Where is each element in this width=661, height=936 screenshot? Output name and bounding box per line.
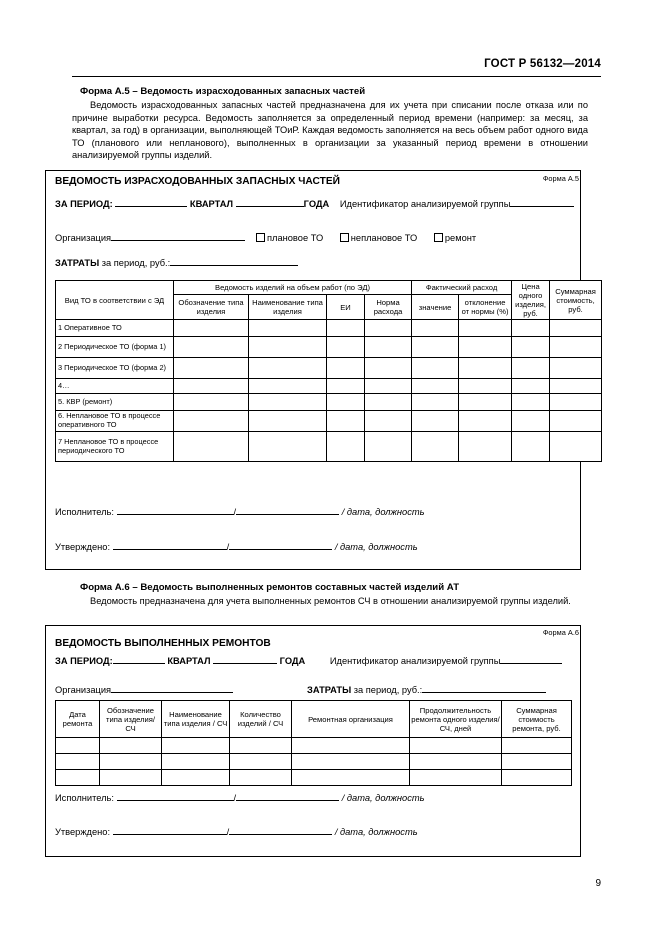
cell[interactable] (459, 379, 512, 394)
cell[interactable] (365, 320, 412, 337)
executor-signature-input[interactable] (236, 800, 339, 801)
cell[interactable] (174, 411, 249, 432)
table-row (56, 358, 602, 379)
cell[interactable] (412, 379, 459, 394)
section-a6-heading: Форма А.6 – Ведомость выполненных ремонтов составных частей изделий АТ (80, 582, 460, 593)
th-oboznachenie-tipa: Обозначение типа изделия/ СЧ (100, 701, 162, 738)
table-header-row (56, 701, 572, 738)
row-label: 6. Неплановое ТО в процессе оперативного ТО (56, 411, 174, 432)
cell[interactable] (512, 432, 550, 462)
row-label: 4… (56, 379, 174, 394)
row-label: 3 Периодическое ТО (форма 2) (56, 358, 174, 379)
cell[interactable] (412, 411, 459, 432)
cell[interactable] (412, 358, 459, 379)
cell[interactable] (512, 320, 550, 337)
form-a6-code: Форма А.6 (542, 628, 579, 637)
cell[interactable] (174, 337, 249, 358)
form-a6-approved-line (55, 827, 418, 837)
table-header-row-1 (56, 281, 602, 295)
costs-input[interactable] (170, 265, 298, 266)
cell[interactable] (410, 738, 502, 754)
form-a5-checkbox-group (256, 233, 490, 243)
separator: / (226, 542, 230, 552)
executor-suffix: / дата, должность (341, 793, 425, 803)
year-label: ГОДА (279, 656, 306, 666)
cell[interactable] (550, 379, 602, 394)
form-a5-costs-line (55, 258, 298, 268)
cell[interactable] (550, 394, 602, 411)
cell[interactable] (327, 337, 365, 358)
cell[interactable] (550, 358, 602, 379)
cell[interactable] (365, 394, 412, 411)
page-number: 9 (595, 878, 601, 889)
cell[interactable] (292, 738, 410, 754)
cell[interactable] (292, 770, 410, 786)
quarter-label: КВАРТАЛ (167, 656, 211, 666)
cell[interactable] (56, 770, 100, 786)
separator: / (233, 793, 237, 803)
th-naimenovanie-tipa: Наименование типа изделия / СЧ (162, 701, 230, 738)
th-znachenie: значение (412, 295, 459, 320)
approved-label: Утверждено: (55, 827, 111, 837)
cell[interactable] (512, 394, 550, 411)
section-a6-paragraph: Ведомость предназначена для учета выполненных ремонтов СЧ в отношении анализируемой группы изделий. (90, 596, 571, 606)
identifier-input[interactable] (510, 206, 574, 207)
cell[interactable] (174, 432, 249, 462)
cell[interactable] (550, 337, 602, 358)
cell[interactable] (502, 754, 572, 770)
approved-name-input[interactable] (113, 834, 227, 835)
form-a5-table-body (56, 320, 602, 462)
th-cena: Цена одного изделия, руб. (512, 281, 550, 320)
th-group-fakt: Фактический расход (412, 281, 512, 295)
cell[interactable] (459, 337, 512, 358)
cell[interactable] (327, 411, 365, 432)
form-a6-executor-line (55, 793, 425, 803)
costs-label-rest: за период, руб.: (99, 258, 171, 268)
section-a5-paragraph: Ведомость израсходованных запасных частей предназначена для их учета при списании после отказа или по причине выработки ресурса. Ведомость заполняется за определенный период времени (например: за месяц, за квартал, за год) в организации, выполняющей ТОиР. Каждая ведомость заполняется на весь объем работ одного вида ТО (планового или непланового), выполненных в организации за указанный период времени в отношении анализируемой группы изделий. (72, 100, 588, 161)
th-summarnaya: Суммарная стоимость, руб. (550, 281, 602, 320)
checkbox-planovoe-to-label: плановое ТО (267, 233, 324, 243)
cell[interactable] (230, 738, 292, 754)
cell[interactable] (512, 358, 550, 379)
form-a6-organization-line (55, 685, 233, 695)
cell[interactable] (502, 738, 572, 754)
cell[interactable] (512, 337, 550, 358)
checkbox-planovoe-to[interactable] (256, 233, 265, 242)
cell[interactable] (100, 754, 162, 770)
executor-suffix: / дата, должность (341, 507, 425, 517)
row-label: 1 Оперативное ТО (56, 320, 174, 337)
organization-input[interactable] (111, 240, 245, 241)
table-row (56, 337, 602, 358)
form-a5-title: ВЕДОМОСТЬ ИЗРАСХОДОВАННЫХ ЗАПАСНЫХ ЧАСТЕЙ (55, 176, 340, 187)
organization-label: Организация (55, 685, 112, 695)
cell[interactable] (174, 320, 249, 337)
costs-label-bold: ЗАТРАТЫ (55, 258, 100, 268)
form-a6-period-line (55, 656, 562, 666)
form-a6-title: ВЕДОМОСТЬ ВЫПОЛНЕННЫХ РЕМОНТОВ (55, 638, 271, 649)
th-summarnaya-stoimost: Суммарная стоимость ремонта, руб. (502, 701, 572, 738)
period-year-input[interactable] (213, 663, 277, 664)
executor-label: Исполнитель: (55, 507, 114, 517)
approved-signature-input[interactable] (229, 549, 332, 550)
cell[interactable] (512, 379, 550, 394)
form-a6-table-body (56, 738, 572, 786)
cell[interactable] (327, 432, 365, 462)
cell[interactable] (249, 379, 327, 394)
cell[interactable] (249, 358, 327, 379)
form-a5-period-line (55, 199, 574, 209)
th-data-remonta: Дата ремонта (56, 701, 100, 738)
cell[interactable] (162, 754, 230, 770)
table-row (56, 320, 602, 337)
cell[interactable] (292, 754, 410, 770)
row-label: 7 Неплановое ТО в процессе периодического ТО (56, 432, 174, 462)
cell[interactable] (459, 432, 512, 462)
executor-signature-input[interactable] (236, 514, 339, 515)
cell[interactable] (249, 394, 327, 411)
cell[interactable] (162, 770, 230, 786)
th-norma-rashoda: Норма расхода (365, 295, 412, 320)
cell[interactable] (502, 770, 572, 786)
cell[interactable] (162, 738, 230, 754)
cell[interactable] (412, 320, 459, 337)
checkbox-neplanovoe-to[interactable] (340, 233, 349, 242)
identifier-label: Идентификатор анализируемой группы (339, 199, 511, 209)
cell[interactable] (365, 337, 412, 358)
table-row (56, 754, 572, 770)
th-naimenovanie: Наименование типа изделия (249, 295, 327, 320)
section-a5-heading: Форма А.5 – Ведомость израсходованных запасных частей (80, 86, 366, 97)
table-row (56, 379, 602, 394)
cell[interactable] (100, 738, 162, 754)
cell[interactable] (459, 320, 512, 337)
cell[interactable] (174, 358, 249, 379)
period-year-input[interactable] (236, 206, 304, 207)
standard-number: ГОСТ Р 56132—2014 (484, 58, 601, 70)
cell[interactable] (230, 754, 292, 770)
cell[interactable] (365, 411, 412, 432)
th-oboznachenie: Обозначение типа изделия (174, 295, 249, 320)
form-a6-costs-line (307, 685, 546, 695)
cell[interactable] (550, 320, 602, 337)
cell[interactable] (550, 411, 602, 432)
approved-name-input[interactable] (113, 549, 227, 550)
form-a5-approved-line (55, 542, 418, 552)
th-ei: ЕИ (327, 295, 365, 320)
cell[interactable] (412, 337, 459, 358)
checkbox-neplanovoe-to-label: неплановое ТО (350, 233, 418, 243)
form-a5-organization-line (55, 233, 245, 243)
quarter-label: КВАРТАЛ (189, 199, 234, 209)
th-prodolzhitelnost: Продолжительность ремонта одного изделия/СЧ, дней (410, 701, 502, 738)
cell[interactable] (327, 379, 365, 394)
executor-name-input[interactable] (117, 800, 234, 801)
table-row (56, 770, 572, 786)
cell[interactable] (100, 770, 162, 786)
header-rule (72, 76, 601, 77)
cell[interactable] (412, 394, 459, 411)
cell[interactable] (56, 754, 100, 770)
cell[interactable] (249, 411, 327, 432)
approved-label: Утверждено: (55, 542, 111, 552)
form-a5-executor-line (55, 507, 425, 517)
period-label: ЗА ПЕРИОД: (55, 199, 113, 209)
row-label: 2 Периодическое ТО (форма 1) (56, 337, 174, 358)
table-row (56, 432, 602, 462)
period-quarter-input[interactable] (113, 663, 165, 664)
form-a6-table (55, 700, 572, 786)
cell[interactable] (249, 337, 327, 358)
th-remontnaya-organizaciya: Ремонтная организация (292, 701, 410, 738)
cell[interactable] (512, 411, 550, 432)
table-row (56, 394, 602, 411)
separator: / (233, 507, 237, 517)
approved-suffix: / дата, должность (334, 827, 418, 837)
organization-input[interactable] (111, 692, 233, 693)
cell[interactable] (410, 770, 502, 786)
cell[interactable] (56, 738, 100, 754)
th-otklonenie: отклонение от нормы (%) (459, 295, 512, 320)
row-label: 5. КВР (ремонт) (56, 394, 174, 411)
form-a5-table (55, 280, 602, 462)
cell[interactable] (327, 358, 365, 379)
cell[interactable] (230, 770, 292, 786)
cell[interactable] (249, 432, 327, 462)
identifier-label: Идентификатор анализируемой группы (329, 656, 501, 666)
period-label: ЗА ПЕРИОД: (55, 656, 113, 666)
form-a5-code: Форма А.5 (542, 174, 579, 183)
checkbox-remont[interactable] (434, 233, 443, 242)
cell[interactable] (174, 379, 249, 394)
separator: / (226, 827, 230, 837)
executor-name-input[interactable] (117, 514, 234, 515)
cell[interactable] (365, 358, 412, 379)
cell[interactable] (365, 432, 412, 462)
costs-label-rest: за период, руб.: (351, 685, 423, 695)
checkbox-remont-label: ремонт (444, 233, 477, 243)
cell[interactable] (327, 320, 365, 337)
approved-signature-input[interactable] (229, 834, 332, 835)
th-vid-to: Вид ТО в соответствии с ЭД (56, 281, 174, 320)
table-row (56, 738, 572, 754)
cell[interactable] (459, 411, 512, 432)
th-kolichestvo: Количество изделий / СЧ (230, 701, 292, 738)
cell[interactable] (327, 394, 365, 411)
th-group-vedomost: Ведомость изделий на объем работ (по ЭД) (174, 281, 412, 295)
cell[interactable] (410, 754, 502, 770)
cell[interactable] (412, 432, 459, 462)
year-label: ГОДА (303, 199, 330, 209)
cell[interactable] (249, 320, 327, 337)
identifier-input[interactable] (500, 663, 562, 664)
costs-label-bold: ЗАТРАТЫ (307, 685, 352, 695)
organization-label: Организация (55, 233, 112, 243)
approved-suffix: / дата, должность (334, 542, 418, 552)
period-quarter-input[interactable] (115, 206, 187, 207)
cell[interactable] (174, 394, 249, 411)
costs-input[interactable] (422, 692, 546, 693)
cell[interactable] (365, 379, 412, 394)
executor-label: Исполнитель: (55, 793, 114, 803)
cell[interactable] (459, 394, 512, 411)
cell[interactable] (550, 432, 602, 462)
cell[interactable] (459, 358, 512, 379)
table-row (56, 411, 602, 432)
